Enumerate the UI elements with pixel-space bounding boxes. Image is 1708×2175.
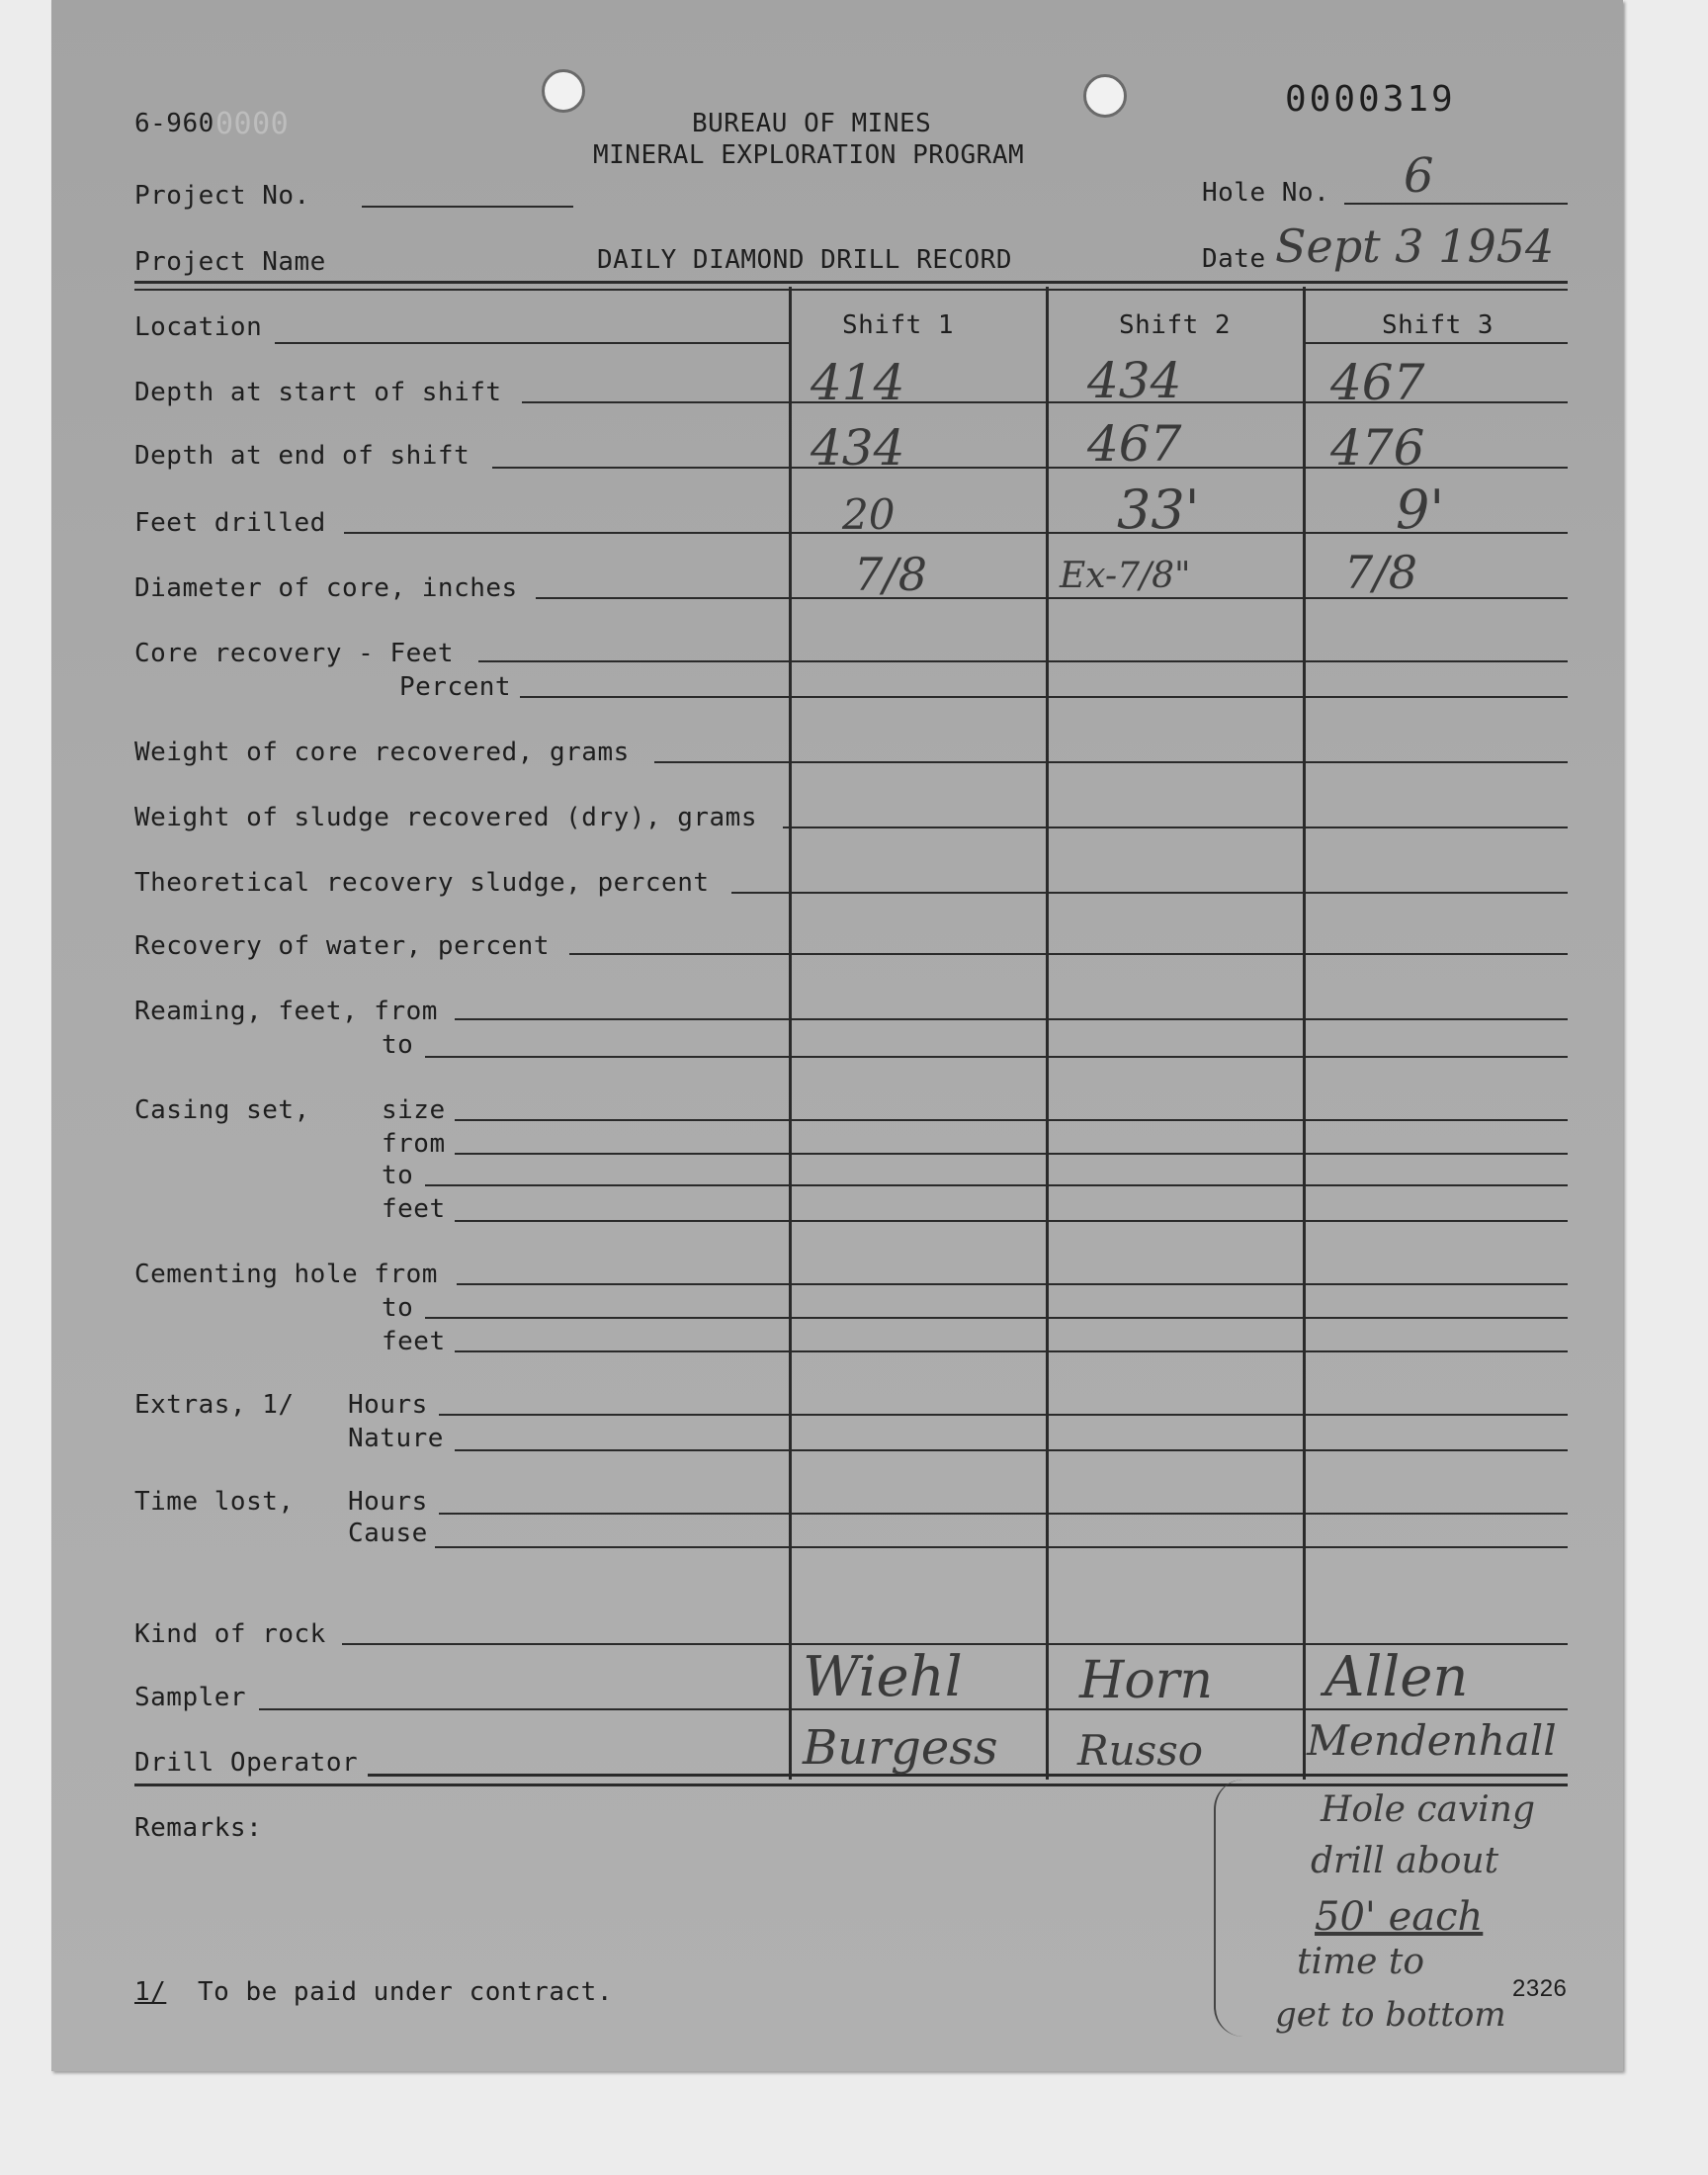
project-name-label: Project Name	[134, 247, 326, 277]
remarks-note-line: drill about	[1311, 1841, 1499, 1881]
depth-start-shift-3: 467	[1330, 354, 1425, 411]
row-label-cementing: Cementing hole from	[134, 1260, 438, 1289]
row-label-feet-drilled: Feet drilled	[134, 508, 326, 538]
date-label: Date	[1202, 244, 1266, 274]
row-line	[783, 826, 1568, 828]
diameter-shift-2: Ex-7/8"	[1060, 556, 1191, 596]
row-line	[439, 1414, 1568, 1416]
depth-start-shift-1: 414	[811, 354, 905, 411]
row-label-depth-end: Depth at end of shift	[134, 441, 470, 471]
remarks-note-line: time to	[1297, 1942, 1425, 1982]
page-number: 2326	[1512, 1975, 1568, 2002]
drill-operator-shift-1: Burgess	[803, 1720, 998, 1776]
remarks-note-line: 50' each	[1315, 1894, 1484, 1940]
row-label-cementing-feet: feet	[382, 1327, 446, 1356]
project-no-label: Project No.	[134, 181, 310, 211]
diameter-shift-3: 7/8	[1344, 546, 1418, 599]
hole-no-line	[1344, 203, 1568, 205]
column-header-shift-1: Shift 1	[842, 310, 955, 340]
row-line	[425, 1056, 1568, 1058]
row-label-casing-size: size	[382, 1095, 446, 1125]
depth-end-shift-2: 467	[1087, 415, 1182, 473]
sampler-shift-3: Allen	[1324, 1645, 1469, 1709]
hole-no-label: Hole No.	[1202, 178, 1330, 208]
column-divider	[1303, 287, 1306, 1780]
row-label-weight-sludge: Weight of sludge recovered (dry), grams	[134, 803, 757, 832]
row-line	[435, 1546, 1568, 1548]
row-line	[455, 1119, 1568, 1121]
row-label-kind-of-rock: Kind of rock	[134, 1619, 326, 1649]
agency-title: BUREAU OF MINES	[692, 109, 932, 138]
depth-start-shift-2: 434	[1087, 352, 1182, 409]
diameter-shift-1: 7/8	[854, 548, 928, 601]
row-label-water: Recovery of water, percent	[134, 931, 550, 961]
drill-operator-shift-2: Russo	[1077, 1726, 1204, 1775]
column-divider	[1046, 287, 1049, 1780]
footer-rule	[134, 1784, 1568, 1786]
row-line	[569, 953, 1568, 955]
row-label-extras-nature: Nature	[348, 1424, 444, 1453]
row-label-casing-from: from	[382, 1129, 446, 1159]
row-label-theoretical: Theoretical recovery sludge, percent	[134, 868, 710, 898]
row-line	[455, 1350, 1568, 1352]
punch-hole	[542, 69, 585, 113]
faint-stamp: 0000	[215, 107, 290, 141]
remarks-bracket	[1214, 1780, 1255, 2037]
column-header-shift-3: Shift 3	[1382, 310, 1494, 340]
row-label-casing-to: to	[382, 1161, 414, 1190]
row-line	[520, 696, 1568, 698]
row-label-diameter: Diameter of core, inches	[134, 573, 518, 603]
row-label-extras: Extras, 1/	[134, 1390, 295, 1420]
row-label-reaming: Reaming, feet, from	[134, 997, 438, 1026]
header-rule	[134, 281, 1568, 284]
row-label-time-lost-cause: Cause	[348, 1519, 428, 1548]
row-label-core-recovery-percent: Percent	[399, 672, 512, 702]
row-label-depth-start: Depth at start of shift	[134, 378, 502, 407]
feet-drilled-shift-2: 33'	[1117, 478, 1200, 541]
row-label-extras-hours: Hours	[348, 1390, 428, 1420]
remarks-note-line: get to bottom	[1275, 1995, 1506, 2035]
depth-end-shift-1: 434	[811, 419, 905, 477]
row-line	[1303, 342, 1568, 344]
row-label-time-lost: Time lost,	[134, 1487, 295, 1517]
row-line	[478, 660, 1568, 662]
punch-hole	[1083, 74, 1127, 118]
row-line	[455, 1220, 1568, 1222]
row-label-cementing-to: to	[382, 1293, 414, 1323]
row-line	[344, 532, 1568, 534]
row-line	[425, 1184, 1568, 1186]
row-label-core-recovery: Core recovery - Feet	[134, 639, 455, 668]
hole-no-value: 6	[1404, 148, 1434, 204]
row-line	[455, 1449, 1568, 1451]
row-line	[455, 1018, 1568, 1020]
row-line	[439, 1513, 1568, 1515]
row-label-casing: Casing set,	[134, 1095, 310, 1125]
row-label-drill-operator: Drill Operator	[134, 1748, 359, 1778]
feet-drilled-shift-1: 20	[842, 490, 896, 539]
row-line	[425, 1317, 1568, 1319]
program-title: MINERAL EXPLORATION PROGRAM	[593, 140, 1025, 170]
footnote-mark: 1/	[134, 1977, 167, 2007]
form-number: 6-960	[134, 109, 214, 138]
drill-operator-shift-3: Mendenhall	[1307, 1716, 1557, 1765]
remarks-label: Remarks:	[134, 1813, 263, 1843]
header-rule	[134, 289, 1568, 291]
row-line	[275, 342, 789, 344]
form-title: DAILY DIAMOND DRILL RECORD	[597, 245, 1012, 275]
feet-drilled-shift-3: 9'	[1396, 478, 1445, 541]
footnote-text: To be paid under contract.	[198, 1977, 613, 2007]
row-label-time-lost-hours: Hours	[348, 1487, 428, 1517]
row-line	[731, 892, 1568, 894]
column-divider	[789, 287, 792, 1780]
date-value: Sept 3 1954	[1275, 219, 1555, 273]
row-label-location: Location	[134, 312, 263, 342]
row-label-casing-feet: feet	[382, 1194, 446, 1224]
sampler-shift-2: Horn	[1079, 1651, 1214, 1710]
row-line	[457, 1283, 1568, 1285]
depth-end-shift-3: 476	[1330, 419, 1425, 477]
document-number: 0000319	[1285, 79, 1456, 120]
sampler-shift-1: Wiehl	[803, 1645, 963, 1709]
row-label-reaming-to: to	[382, 1030, 414, 1060]
row-label-weight-core: Weight of core recovered, grams	[134, 738, 630, 767]
remarks-note-line: Hole caving	[1321, 1789, 1536, 1830]
row-label-sampler: Sampler	[134, 1683, 247, 1712]
column-header-shift-2: Shift 2	[1119, 310, 1232, 340]
row-line	[455, 1153, 1568, 1155]
row-line	[654, 761, 1568, 763]
project-no-line	[362, 206, 573, 208]
